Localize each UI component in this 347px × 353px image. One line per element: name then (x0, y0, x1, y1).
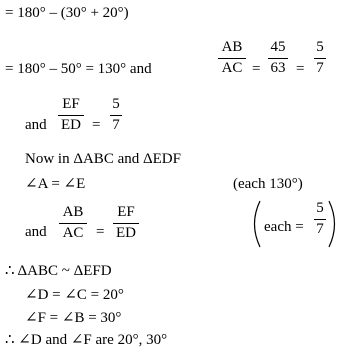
left-paren-icon (248, 199, 262, 249)
fraction-5-7 (110, 96, 122, 134)
line-angle-sum: = 180° – (30° + 20°) (5, 5, 129, 21)
fraction-bar (268, 58, 288, 59)
fraction-ef-ed (58, 96, 84, 134)
denominator: AC (221, 60, 243, 76)
line-angle-d: ∠D = ∠C = 20° (25, 287, 124, 303)
fraction-5-7 (314, 39, 326, 77)
fraction-ab-ac (218, 39, 246, 77)
line-conclusion: ∴ ∠D and ∠F are 20°, 30° (5, 332, 168, 348)
numerator: 5 (316, 200, 324, 216)
numerator: 5 (112, 96, 120, 112)
note-each-label: each = (264, 219, 304, 235)
fraction-ef-ed (113, 204, 139, 242)
fraction-bar (314, 219, 326, 220)
and-label: and (25, 117, 47, 133)
line-angle-a-e: ∠A = ∠E (25, 176, 86, 192)
numerator: EF (117, 204, 135, 220)
note-each-130: (each 130°) (233, 176, 303, 192)
fraction-bar (58, 115, 84, 116)
fraction-45-63 (268, 39, 288, 77)
equals-sign: = (96, 224, 105, 240)
right-paren-icon (327, 199, 341, 249)
fraction-ab-ac (59, 204, 87, 242)
and-label: and (25, 224, 47, 240)
denominator: 7 (316, 60, 324, 76)
line-similarity: ∴ ΔABC ~ ΔEFD (5, 263, 112, 279)
fraction-bar (314, 58, 326, 59)
denominator: 7 (112, 117, 120, 133)
denominator: ED (116, 225, 136, 241)
equals-sign: = (252, 61, 261, 77)
line-angle-result: = 180° – 50° = 130° and (5, 61, 152, 77)
numerator: 5 (316, 39, 324, 55)
fraction-bar (113, 223, 139, 224)
line-now-in-triangles: Now in ΔABC and ΔEDF (25, 151, 181, 167)
numerator: AB (62, 204, 84, 220)
fraction-bar (218, 58, 246, 59)
equals-sign: = (296, 61, 305, 77)
equals-sign: = (92, 117, 101, 133)
denominator: ED (61, 117, 81, 133)
fraction-5-7 (314, 200, 326, 238)
denominator: AC (62, 225, 84, 241)
fraction-bar (59, 223, 87, 224)
numerator: AB (221, 39, 243, 55)
denominator: 63 (270, 60, 286, 76)
line-angle-f: ∠F = ∠B = 30° (25, 310, 122, 326)
numerator: EF (62, 96, 80, 112)
fraction-bar (110, 115, 122, 116)
numerator: 45 (270, 39, 286, 55)
denominator: 7 (316, 221, 324, 237)
